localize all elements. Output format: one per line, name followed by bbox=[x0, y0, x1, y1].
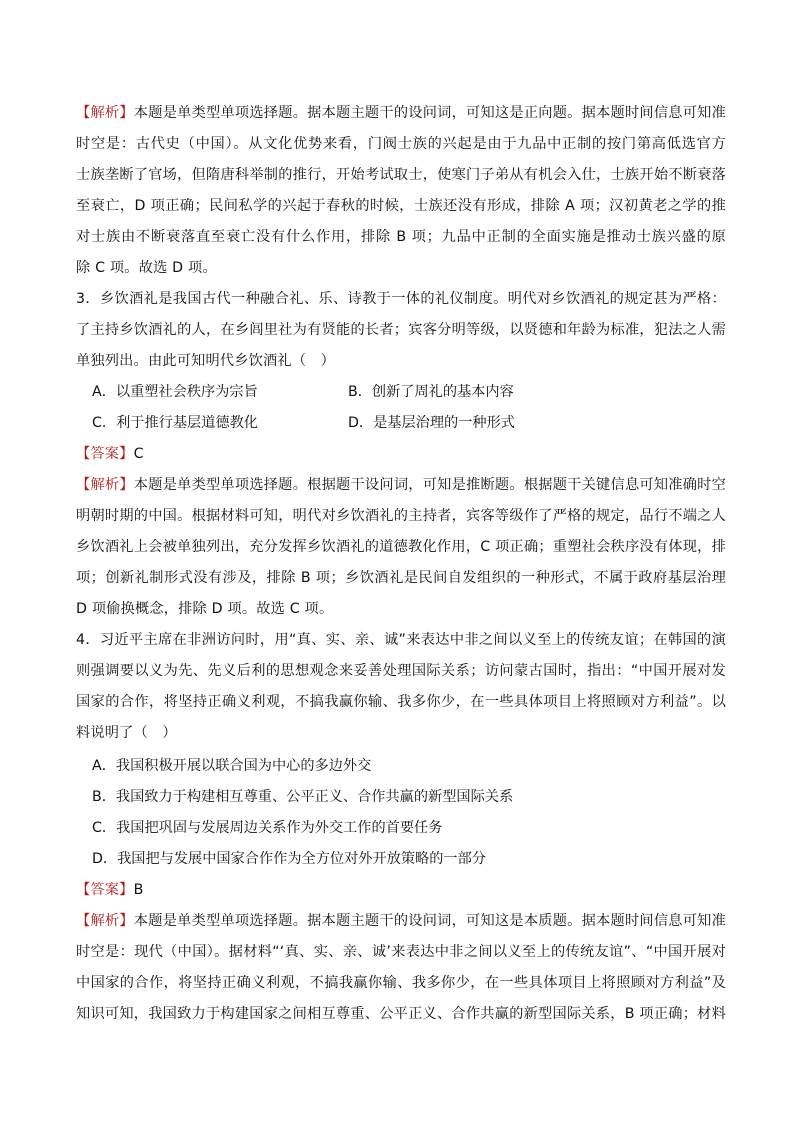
question-4-stem: 则强调要以义为先、先义后利的思想观念来妥善处理国际关系；访问蒙古国时，指出：“中国开展对发 bbox=[76, 663, 726, 679]
question-3-option-c: C．利于推行基层道德教化 bbox=[92, 415, 258, 431]
question-4-explanation: 时空是：现代（中国）。据材料“‘真、实、亲、诚’来表达中非之间以义至上的传统友谊”、“中国开展对 bbox=[76, 944, 726, 960]
explanation-label: 【解析】 bbox=[76, 913, 134, 929]
question-3-explanation: 乡饮酒礼上会被单独列出，充分发挥乡饮酒礼的道德教化作用，C 项正确；重塑社会秩序没有体现，排 bbox=[76, 539, 726, 555]
explanation-line: 除 C 项。故选 D 项。 bbox=[76, 260, 217, 276]
question-4-stem: 4．习近平主席在非洲访问时，用“真、实、亲、诚”来表达中非之间以义至上的传统友谊；在韩国的演 bbox=[76, 632, 726, 648]
question-4-option-b: B．我国致力于构建相互尊重、公平正义、合作共赢的新型国际关系 bbox=[92, 789, 514, 805]
explanation-line: 【解析】本题是单类型单项选择题。据本题主题干的设问词，可知这是正向题。据本题时间信息可知准 bbox=[76, 105, 726, 121]
question-4-explanation: 【解析】本题是单类型单项选择题。据本题主题干的设问词，可知这是本质题。据本题时间信息可知准 bbox=[76, 913, 726, 929]
question-3-explanation: D 项偷换概念，排除 D 项。故选 C 项。 bbox=[76, 601, 334, 617]
question-4-stem: 国家的合作，将坚持正确义利观，不搞我赢你输、我多你少，在一些具体项目上将照顾对方利益”。以 bbox=[76, 694, 726, 710]
question-3-option-a: A．以重塑社会秩序为宗旨 bbox=[92, 384, 258, 400]
question-3-stem: 了主持乡饮酒礼的人，在乡闾里社为有贤能的长者；宾客分明等级，以贤德和年龄为标准，犯法之人需 bbox=[76, 322, 726, 338]
question-3-option-d: D．是基层治理的一种形式 bbox=[348, 415, 515, 431]
explanation-line: 对士族由不断衰落直至衰亡没有什么作用，排除 B 项；九品中正制的全面实施是推动士族兴盛的原 bbox=[76, 229, 726, 245]
answer-value: B bbox=[133, 882, 144, 898]
explanation-line: 至衰亡，D 项正确；民间私学的兴起于春秋的时候，士族还没有形成，排除 A 项；汉初黄老之学的推 bbox=[76, 198, 726, 214]
answer-label: 【答案】 bbox=[76, 882, 134, 898]
question-3-stem: 单独列出。由此可知明代乡饮酒礼（ ） bbox=[76, 353, 335, 369]
explanation-label: 【解析】 bbox=[76, 105, 134, 121]
question-4-explanation: 知识可知，我国致力于构建国家之间相互尊重、公平正义、合作共赢的新型国际关系，B 项正确；材料 bbox=[76, 1006, 726, 1022]
question-3-option-b: B．创新了周礼的基本内容 bbox=[348, 384, 514, 400]
question-3-answer bbox=[76, 444, 726, 464]
question-3-explanation: 【解析】本题是单类型单项选择题。根据题干设问词，可知是推断题。根据题干关键信息可知准确时空 bbox=[76, 477, 726, 493]
question-4-explanation: 中国家的合作，将坚持正确义利观，不搞我赢你输、我多你少，在一些具体项目上将照顾对方利益”及 bbox=[76, 975, 726, 991]
answer-value: C bbox=[133, 446, 144, 462]
question-4-option-a: A．我国积极开展以联合国为中心的多边外交 bbox=[92, 758, 372, 774]
explanation-line: 时空是：古代史（中国）。从文化优势来看，门阀士族的兴起是由于九品中正制的按门第高低选官方 bbox=[76, 136, 726, 152]
question-4-answer bbox=[76, 880, 726, 900]
question-3-explanation: 明朝时期的中国。根据材料可知，明代对乡饮酒礼的主持者，宾客等级作了严格的规定，品行不端之人 bbox=[76, 508, 726, 524]
question-3-stem: 3．乡饮酒礼是我国古代一种融合礼、乐、诗教于一体的礼仪制度。明代对乡饮酒礼的规定甚为严格： bbox=[76, 291, 726, 307]
question-4-option-c: C．我国把巩固与发展周边关系作为外交工作的首要任务 bbox=[92, 820, 443, 836]
answer-label: 【答案】 bbox=[76, 446, 134, 462]
question-4-option-d: D．我国把与发展中国家合作作为全方位对外开放策略的一部分 bbox=[92, 851, 486, 867]
explanation-line: 士族垄断了官场，但隋唐科举制的推行，开始考试取士，使寒门子弟从有机会入仕，士族开始不断衰落 bbox=[76, 167, 726, 183]
explanation-label: 【解析】 bbox=[76, 477, 134, 493]
question-4-stem: 料说明了（ ） bbox=[76, 725, 177, 741]
question-3-explanation: 项；创新礼制形式没有涉及，排除 B 项；乡饮酒礼是民间自发组织的一种形式，不属于政府基层治理 bbox=[76, 570, 726, 586]
